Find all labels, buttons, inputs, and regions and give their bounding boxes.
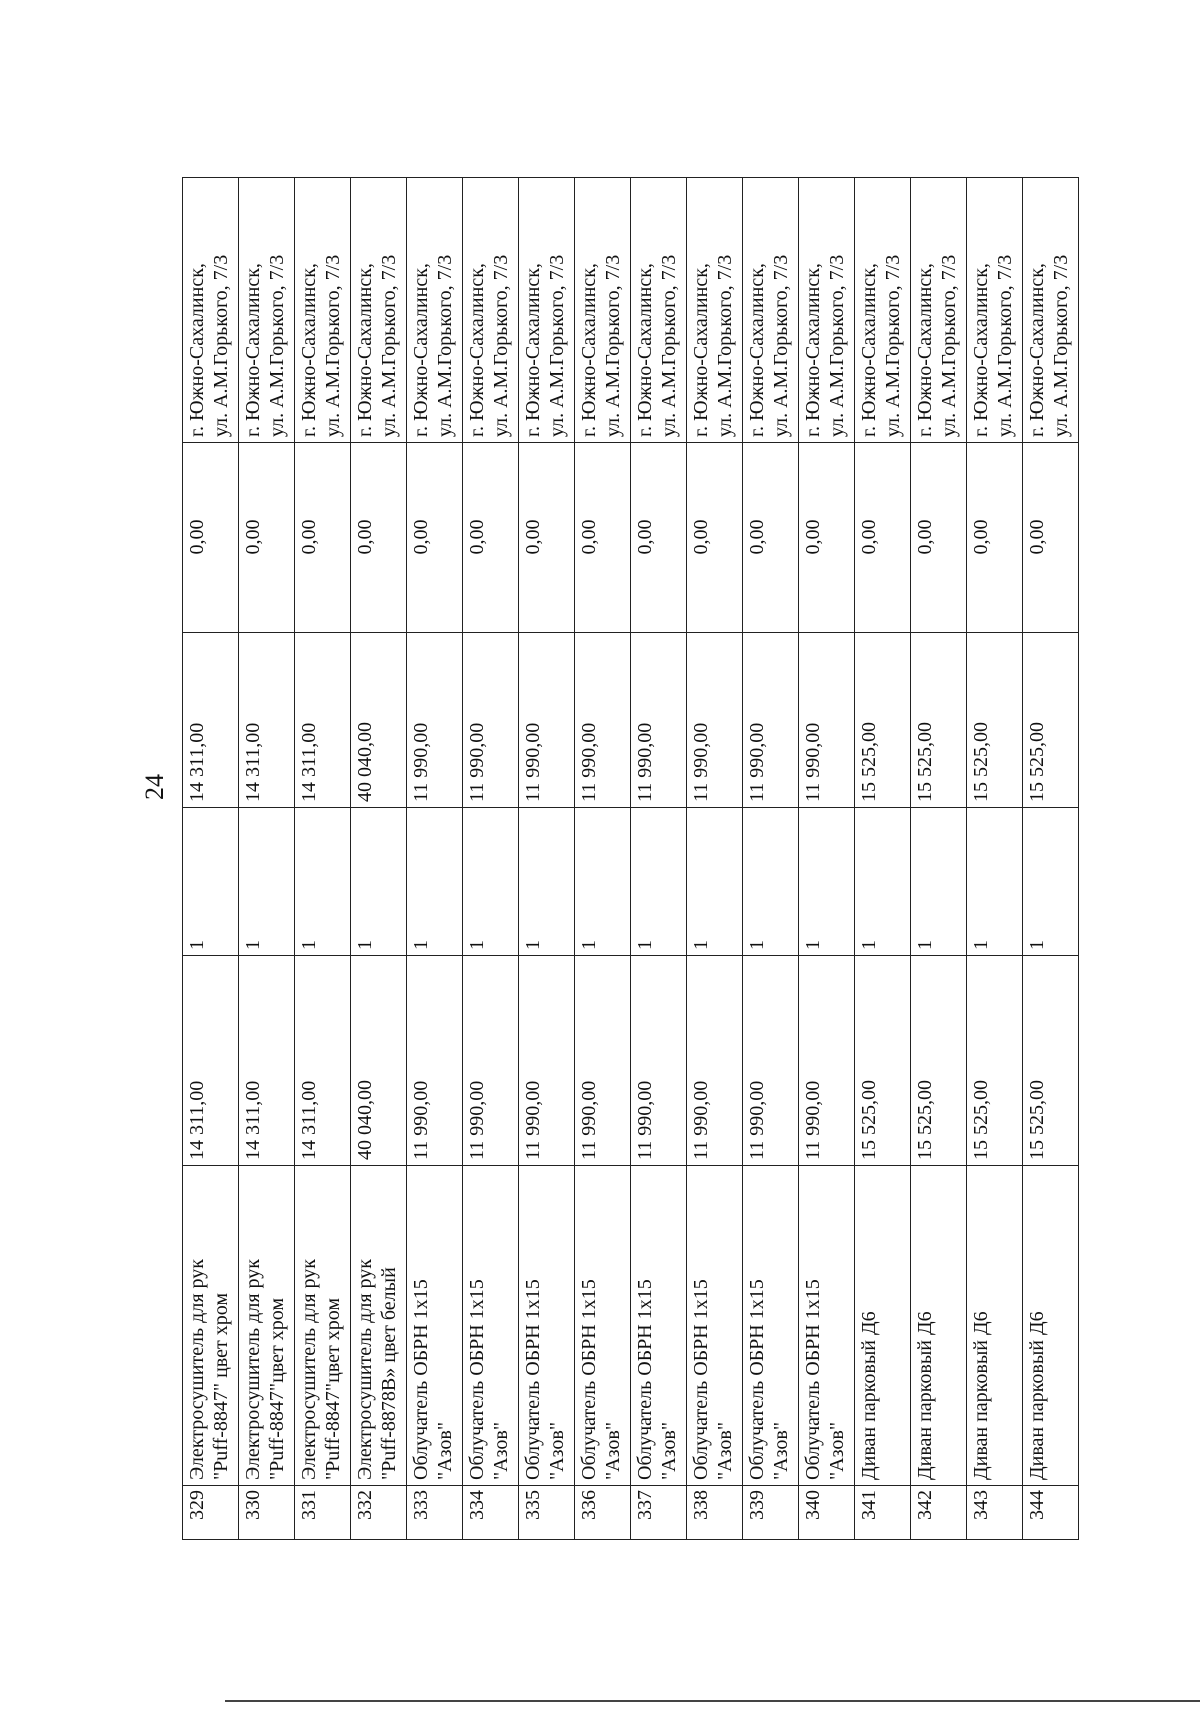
sum-text: 11 990,00 <box>690 722 712 802</box>
item-name-text: Электросушитель для рук <box>298 1259 320 1480</box>
row-number-cell <box>1023 1486 1079 1540</box>
table-row <box>967 178 1023 1540</box>
price-cell <box>351 956 407 1166</box>
quantity-text: 1 <box>578 940 600 950</box>
row-number-text: 341 <box>858 1490 880 1520</box>
price-cell <box>295 956 351 1166</box>
row-number-text: 337 <box>634 1490 656 1520</box>
item-name-cell <box>631 1166 687 1486</box>
item-name-text: Облучатель ОБРН 1х15 <box>746 1279 768 1480</box>
address-text: ул. А.М.Горького, 7/3 <box>770 254 792 437</box>
sum-cell <box>631 633 687 808</box>
sum-text: 15 525,00 <box>914 722 936 802</box>
item-name-cell <box>967 1166 1023 1486</box>
balance-text: 0,00 <box>858 519 880 555</box>
address-text: ул. А.М.Горького, 7/3 <box>322 254 344 437</box>
row-number-text: 336 <box>578 1490 600 1520</box>
sum-cell <box>295 633 351 808</box>
table-row <box>183 178 239 1540</box>
address-text: г. Южно-Сахалинск, <box>858 263 880 437</box>
row-number-cell <box>631 1486 687 1540</box>
row-number-cell <box>855 1486 911 1540</box>
price-text: 11 990,00 <box>522 1080 544 1160</box>
sum-text: 14 311,00 <box>186 722 208 802</box>
sum-text: 11 990,00 <box>410 722 432 802</box>
balance-cell <box>463 443 519 633</box>
item-name-text: "Азов" <box>434 1422 456 1480</box>
sum-text: 11 990,00 <box>802 722 824 802</box>
price-cell <box>911 956 967 1166</box>
quantity-text: 1 <box>298 940 320 950</box>
address-text: г. Южно-Сахалинск, <box>802 263 824 437</box>
balance-text: 0,00 <box>970 519 992 555</box>
quantity-cell <box>463 808 519 956</box>
price-text: 14 311,00 <box>242 1080 264 1160</box>
address-text: ул. А.М.Горького, 7/3 <box>546 254 568 437</box>
row-number-cell <box>351 1486 407 1540</box>
item-name-text: Электросушитель для рук <box>242 1259 264 1480</box>
row-number-text: 329 <box>186 1490 208 1520</box>
sum-cell <box>407 633 463 808</box>
row-number-text: 331 <box>298 1490 320 1520</box>
balance-text: 0,00 <box>522 519 544 555</box>
address-text: ул. А.М.Горького, 7/3 <box>658 254 680 437</box>
table-row <box>911 178 967 1540</box>
item-name-cell <box>1023 1166 1079 1486</box>
balance-text: 0,00 <box>298 519 320 555</box>
quantity-text: 1 <box>242 940 264 950</box>
item-name-text: Диван парковый Д6 <box>914 1311 936 1480</box>
row-number-cell <box>239 1486 295 1540</box>
price-cell <box>1023 956 1079 1166</box>
balance-text: 0,00 <box>578 519 600 555</box>
address-cell <box>575 178 631 443</box>
address-text: г. Южно-Сахалинск, <box>354 263 376 437</box>
item-name-cell <box>239 1166 295 1486</box>
address-text: ул. А.М.Горького, 7/3 <box>602 254 624 437</box>
address-text: ул. А.М.Горького, 7/3 <box>210 254 232 437</box>
quantity-cell <box>743 808 799 956</box>
row-number-cell <box>407 1486 463 1540</box>
table-row <box>799 178 855 1540</box>
address-text: ул. А.М.Горького, 7/3 <box>938 254 960 437</box>
address-text: г. Южно-Сахалинск, <box>634 263 656 437</box>
table-body <box>183 178 1079 1540</box>
balance-cell <box>519 443 575 633</box>
balance-cell <box>1023 443 1079 633</box>
balance-cell <box>743 443 799 633</box>
address-cell <box>295 178 351 443</box>
quantity-cell <box>239 808 295 956</box>
quantity-text: 1 <box>858 940 880 950</box>
table-row <box>463 178 519 1540</box>
balance-text: 0,00 <box>242 519 264 555</box>
table-row <box>631 178 687 1540</box>
address-text: г. Южно-Сахалинск, <box>186 263 208 437</box>
row-number-text: 340 <box>802 1490 824 1520</box>
table-row <box>687 178 743 1540</box>
item-name-cell <box>407 1166 463 1486</box>
item-name-text: "Азов" <box>602 1422 624 1480</box>
quantity-cell <box>911 808 967 956</box>
sum-cell <box>799 633 855 808</box>
item-name-text: Электросушитель для рук <box>186 1259 208 1480</box>
quantity-text: 1 <box>634 940 656 950</box>
balance-cell <box>631 443 687 633</box>
row-number-cell <box>519 1486 575 1540</box>
address-text: г. Южно-Сахалинск, <box>1026 263 1048 437</box>
address-cell <box>967 178 1023 443</box>
sum-cell <box>1023 633 1079 808</box>
item-name-text: Облучатель ОБРН 1х15 <box>410 1279 432 1480</box>
row-number-text: 332 <box>354 1490 376 1520</box>
item-name-cell <box>575 1166 631 1486</box>
address-cell <box>351 178 407 443</box>
address-text: г. Южно-Сахалинск, <box>298 263 320 437</box>
price-cell <box>799 956 855 1166</box>
balance-text: 0,00 <box>690 519 712 555</box>
row-number-cell <box>183 1486 239 1540</box>
item-name-cell <box>687 1166 743 1486</box>
address-cell <box>239 178 295 443</box>
address-text: г. Южно-Сахалинск, <box>690 263 712 437</box>
sum-cell <box>519 633 575 808</box>
quantity-cell <box>687 808 743 956</box>
asset-table <box>182 177 1079 1540</box>
sum-text: 11 990,00 <box>634 722 656 802</box>
balance-text: 0,00 <box>186 519 208 555</box>
balance-text: 0,00 <box>466 519 488 555</box>
sum-cell <box>463 633 519 808</box>
sum-cell <box>351 633 407 808</box>
balance-text: 0,00 <box>354 519 376 555</box>
price-text: 11 990,00 <box>410 1080 432 1160</box>
address-text: ул. А.М.Горького, 7/3 <box>826 254 848 437</box>
item-name-text: Диван парковый Д6 <box>1026 1311 1048 1480</box>
item-name-text: Облучатель ОБРН 1х15 <box>690 1279 712 1480</box>
address-text: г. Южно-Сахалинск, <box>242 263 264 437</box>
item-name-text: "Puff-8847"цвет хром <box>266 1298 288 1480</box>
address-text: ул. А.М.Горького, 7/3 <box>266 254 288 437</box>
item-name-text: "Puff-8878В» цвет белый <box>378 1267 400 1480</box>
item-name-text: Облучатель ОБРН 1х15 <box>522 1279 544 1480</box>
balance-text: 0,00 <box>802 519 824 555</box>
address-cell <box>855 178 911 443</box>
table-row <box>295 178 351 1540</box>
item-name-text: Облучатель ОБРН 1х15 <box>466 1279 488 1480</box>
price-text: 15 525,00 <box>858 1080 880 1160</box>
quantity-cell <box>407 808 463 956</box>
address-text: г. Южно-Сахалинск, <box>466 263 488 437</box>
item-name-text: "Азов" <box>546 1422 568 1480</box>
address-text: ул. А.М.Горького, 7/3 <box>434 254 456 437</box>
item-name-cell <box>351 1166 407 1486</box>
quantity-cell <box>967 808 1023 956</box>
address-cell <box>1023 178 1079 443</box>
sum-text: 11 990,00 <box>522 722 544 802</box>
address-cell <box>631 178 687 443</box>
item-name-text: Электросушитель для рук <box>354 1259 376 1480</box>
address-text: ул. А.М.Горького, 7/3 <box>994 254 1016 437</box>
price-text: 40 040,00 <box>354 1080 376 1160</box>
item-name-text: Облучатель ОБРН 1х15 <box>634 1279 656 1480</box>
price-cell <box>855 956 911 1166</box>
quantity-cell <box>631 808 687 956</box>
quantity-text: 1 <box>802 940 824 950</box>
price-text: 15 525,00 <box>1026 1080 1048 1160</box>
address-text: ул. А.М.Горького, 7/3 <box>1050 254 1072 437</box>
sum-cell <box>855 633 911 808</box>
row-number-cell <box>743 1486 799 1540</box>
price-cell <box>575 956 631 1166</box>
quantity-text: 1 <box>690 940 712 950</box>
price-text: 11 990,00 <box>746 1080 768 1160</box>
quantity-text: 1 <box>914 940 936 950</box>
item-name-text: Облучатель ОБРН 1х15 <box>578 1279 600 1480</box>
address-text: ул. А.М.Горького, 7/3 <box>714 254 736 437</box>
item-name-cell <box>855 1166 911 1486</box>
quantity-text: 1 <box>466 940 488 950</box>
balance-cell <box>687 443 743 633</box>
balance-text: 0,00 <box>914 519 936 555</box>
row-number-cell <box>911 1486 967 1540</box>
address-text: г. Южно-Сахалинск, <box>914 263 936 437</box>
price-cell <box>519 956 575 1166</box>
price-cell <box>463 956 519 1166</box>
item-name-cell <box>295 1166 351 1486</box>
table-row <box>519 178 575 1540</box>
sum-text: 15 525,00 <box>858 722 880 802</box>
quantity-cell <box>1023 808 1079 956</box>
page-number: 24 <box>140 774 169 800</box>
sum-cell <box>239 633 295 808</box>
address-cell <box>463 178 519 443</box>
quantity-cell <box>519 808 575 956</box>
quantity-text: 1 <box>970 940 992 950</box>
row-number-text: 330 <box>242 1490 264 1520</box>
row-number-text: 335 <box>522 1490 544 1520</box>
table-row <box>407 178 463 1540</box>
price-text: 11 990,00 <box>466 1080 488 1160</box>
balance-cell <box>575 443 631 633</box>
price-cell <box>967 956 1023 1166</box>
quantity-cell <box>295 808 351 956</box>
address-text: г. Южно-Сахалинск, <box>578 263 600 437</box>
balance-cell <box>799 443 855 633</box>
row-number-text: 339 <box>746 1490 768 1520</box>
address-text: ул. А.М.Горького, 7/3 <box>378 254 400 437</box>
price-cell <box>631 956 687 1166</box>
table-row <box>1023 178 1079 1540</box>
item-name-text: "Азов" <box>490 1422 512 1480</box>
sum-text: 11 990,00 <box>578 722 600 802</box>
address-text: г. Южно-Сахалинск, <box>970 263 992 437</box>
price-cell <box>183 956 239 1166</box>
quantity-text: 1 <box>354 940 376 950</box>
item-name-text: "Puff-8847"цвет хром <box>322 1298 344 1480</box>
balance-cell <box>239 443 295 633</box>
sum-text: 15 525,00 <box>1026 722 1048 802</box>
balance-cell <box>855 443 911 633</box>
table-row <box>855 178 911 1540</box>
table-row <box>743 178 799 1540</box>
price-cell <box>239 956 295 1166</box>
price-cell <box>407 956 463 1166</box>
item-name-text: "Азов" <box>714 1422 736 1480</box>
table-row <box>351 178 407 1540</box>
price-cell <box>743 956 799 1166</box>
row-number-cell <box>463 1486 519 1540</box>
price-text: 15 525,00 <box>970 1080 992 1160</box>
price-text: 11 990,00 <box>690 1080 712 1160</box>
quantity-text: 1 <box>1026 940 1048 950</box>
address-cell <box>687 178 743 443</box>
sum-text: 11 990,00 <box>746 722 768 802</box>
item-name-text: Облучатель ОБРН 1х15 <box>802 1279 824 1480</box>
address-cell <box>183 178 239 443</box>
price-text: 14 311,00 <box>298 1080 320 1160</box>
balance-cell <box>183 443 239 633</box>
quantity-cell <box>799 808 855 956</box>
row-number-cell <box>967 1486 1023 1540</box>
price-text: 11 990,00 <box>634 1080 656 1160</box>
item-name-cell <box>519 1166 575 1486</box>
item-name-text: "Puff-8847" цвет хром <box>210 1293 232 1480</box>
item-name-text: Диван парковый Д6 <box>970 1311 992 1480</box>
price-text: 11 990,00 <box>802 1080 824 1160</box>
quantity-cell <box>351 808 407 956</box>
balance-text: 0,00 <box>746 519 768 555</box>
item-name-text: "Азов" <box>826 1422 848 1480</box>
quantity-text: 1 <box>186 940 208 950</box>
item-name-text: Диван парковый Д6 <box>858 1311 880 1480</box>
sum-cell <box>743 633 799 808</box>
row-number-cell <box>575 1486 631 1540</box>
sum-text: 15 525,00 <box>970 722 992 802</box>
row-number-cell <box>799 1486 855 1540</box>
address-text: г. Южно-Сахалинск, <box>410 263 432 437</box>
row-number-text: 334 <box>466 1490 488 1520</box>
sum-text: 40 040,00 <box>354 722 376 802</box>
sum-cell <box>911 633 967 808</box>
sum-cell <box>183 633 239 808</box>
row-number-text: 338 <box>690 1490 712 1520</box>
quantity-text: 1 <box>410 940 432 950</box>
row-number-text: 342 <box>914 1490 936 1520</box>
balance-cell <box>407 443 463 633</box>
balance-cell <box>295 443 351 633</box>
table-rotated-container <box>182 178 1078 1540</box>
price-text: 15 525,00 <box>914 1080 936 1160</box>
price-text: 14 311,00 <box>186 1080 208 1160</box>
row-number-cell <box>295 1486 351 1540</box>
item-name-cell <box>183 1166 239 1486</box>
address-cell <box>911 178 967 443</box>
balance-text: 0,00 <box>634 519 656 555</box>
address-cell <box>519 178 575 443</box>
balance-cell <box>967 443 1023 633</box>
address-cell <box>743 178 799 443</box>
row-number-text: 333 <box>410 1490 432 1520</box>
item-name-cell <box>463 1166 519 1486</box>
sum-cell <box>575 633 631 808</box>
row-number-text: 343 <box>970 1490 992 1520</box>
balance-cell <box>351 443 407 633</box>
address-text: г. Южно-Сахалинск, <box>522 263 544 437</box>
item-name-text: "Азов" <box>770 1422 792 1480</box>
quantity-text: 1 <box>746 940 768 950</box>
item-name-cell <box>799 1166 855 1486</box>
balance-text: 0,00 <box>1026 519 1048 555</box>
sum-cell <box>687 633 743 808</box>
table-row <box>575 178 631 1540</box>
address-cell <box>407 178 463 443</box>
address-text: г. Южно-Сахалинск, <box>746 263 768 437</box>
sum-text: 14 311,00 <box>298 722 320 802</box>
address-text: ул. А.М.Горького, 7/3 <box>490 254 512 437</box>
quantity-cell <box>183 808 239 956</box>
item-name-cell <box>743 1166 799 1486</box>
quantity-text: 1 <box>522 940 544 950</box>
sum-cell <box>967 633 1023 808</box>
price-cell <box>687 956 743 1166</box>
item-name-cell <box>911 1166 967 1486</box>
balance-cell <box>911 443 967 633</box>
sum-text: 14 311,00 <box>242 722 264 802</box>
item-name-text: "Азов" <box>658 1422 680 1480</box>
scan-border-line <box>225 1700 1200 1702</box>
quantity-cell <box>575 808 631 956</box>
address-cell <box>799 178 855 443</box>
quantity-cell <box>855 808 911 956</box>
row-number-cell <box>687 1486 743 1540</box>
address-text: ул. А.М.Горького, 7/3 <box>882 254 904 437</box>
table-row <box>239 178 295 1540</box>
price-text: 11 990,00 <box>578 1080 600 1160</box>
balance-text: 0,00 <box>410 519 432 555</box>
row-number-text: 344 <box>1026 1490 1048 1520</box>
sum-text: 11 990,00 <box>466 722 488 802</box>
